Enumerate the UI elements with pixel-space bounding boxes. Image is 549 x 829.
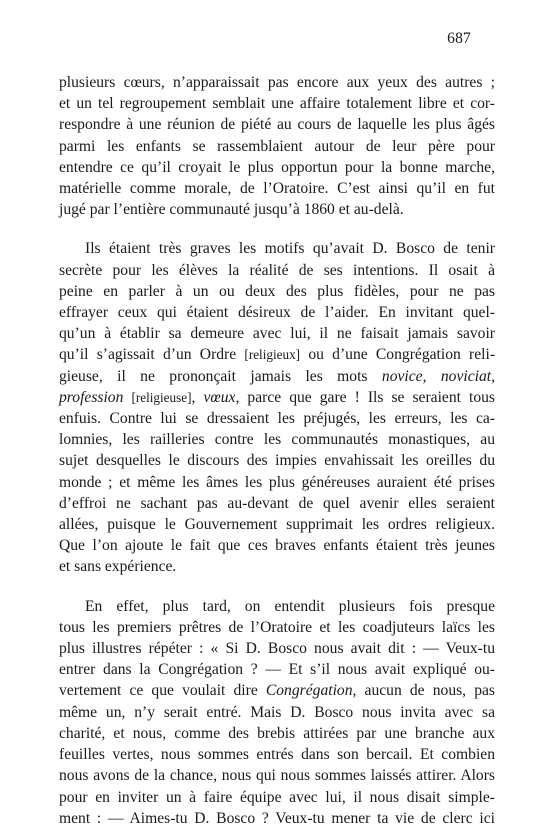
text-line: plusieurs cœurs, n’apparaissait pas encore aux yeux des autres ; — [59, 74, 495, 91]
text-line: jugé par l’entière communauté jusqu’à 1860 et au-delà. — [59, 201, 404, 219]
text-line: profession [religieuse], vœux, parce que gare ! Ils se seraient tous — [59, 388, 496, 406]
text-line: pour en inviter un à faire équipe avec lui, il nous disait simple- — [59, 788, 495, 806]
text-line: Ils étaient très graves les motifs qu’avait D. Bosco de tenir — [85, 240, 495, 258]
text-line: parmi les enfants se rassemblaient autour de leur père pour — [59, 137, 495, 155]
text-line: charité, et nous, comme des brebis attirées par une branche aux — [59, 724, 495, 742]
text-line: effrayer ceux qui étaient désireux de l’aider. En invitant quel- — [59, 304, 495, 322]
text-line: vertement ce que voulait dire Congrégation, aucun de nous, pas — [59, 682, 495, 700]
text-line: matérielle comme morale, de l’Oratoire. C’est ainsi qu’il en fut — [59, 180, 495, 198]
text-line: peine en parler à un ou deux des plus fidèles, pour ne pas — [59, 282, 495, 300]
text-line: lomnies, les railleries contre les communautés monastiques, au — [59, 431, 495, 449]
text-line: Que l’on ajoute le fait que ces braves enfants étaient très jeunes — [59, 537, 495, 555]
text-line: et un tel regroupement semblait une affaire totalement libre et cor- — [59, 95, 495, 113]
text-line: qu’un à établir sa demeure avec lui, il ne faisait jamais savoir — [59, 325, 495, 343]
text-line: plus illustres répéter : « Si D. Bosco nous avait dit : — Veux-tu — [59, 640, 495, 658]
text-line: même un, n’y serait entré. Mais D. Bosco nous invita avec sa — [59, 703, 495, 721]
paragraph-2 — [59, 238, 495, 577]
text-line: sujet desquelles le discours des impies envahissait les oreilles du — [59, 452, 495, 470]
text-line: nous avons de la chance, nous qui nous sommes laissés attirer. Alors — [59, 767, 495, 785]
text-line: respondre à une réunion de piété au cours de laquelle les plus âgés — [59, 116, 495, 134]
text-line: ment : — Aimes-tu D. Bosco ? Veux-tu mener ta vie de clerc ici — [59, 809, 495, 827]
text-line: entendre ce qu’il croyait le plus opportun pour la bonne marche, — [59, 158, 495, 176]
paragraph-3 — [59, 596, 495, 829]
text-line: enfuis. Contre lui se dressaient les préjugés, les erreurs, les ca- — [59, 410, 495, 428]
text-line: d’effroi ne sachant pas au-devant de quel avenir elles seraient — [59, 494, 495, 512]
text-line: qu’il s’agissait d’un Ordre [religieux] ou d’une Congrégation reli- — [59, 346, 496, 364]
text-line: monde ; et même les âmes les plus généreuses auraient été prises — [59, 473, 495, 491]
text-line: gieuse, il ne prononçait jamais les mots novice, noviciat, — [59, 367, 495, 385]
text-line: tous les premiers prêtres de l’Oratoire et les coadjuteurs laïcs les — [59, 618, 495, 636]
page-number: 687 — [447, 30, 471, 47]
paragraph-1 — [59, 72, 495, 220]
paragraph-gap — [59, 578, 495, 596]
paragraph-gap — [59, 220, 495, 238]
text-line: feuilles vertes, nous sommes entrés dans son bercail. Et combien — [59, 746, 495, 764]
text-line: entrer dans la Congrégation ? — Et s’il nous avait expliqué ou- — [59, 661, 495, 679]
page-body — [59, 72, 495, 829]
text-line: En effet, plus tard, on entendit plusieurs fois presque — [85, 597, 495, 615]
text-line: et sans expérience. — [59, 558, 177, 576]
text-line: allées, puisque le Gouvernement supprimait les ordres religieux. — [59, 516, 495, 534]
text-line: secrète pour les élèves la réalité de ses intentions. Il osait à — [59, 261, 495, 279]
